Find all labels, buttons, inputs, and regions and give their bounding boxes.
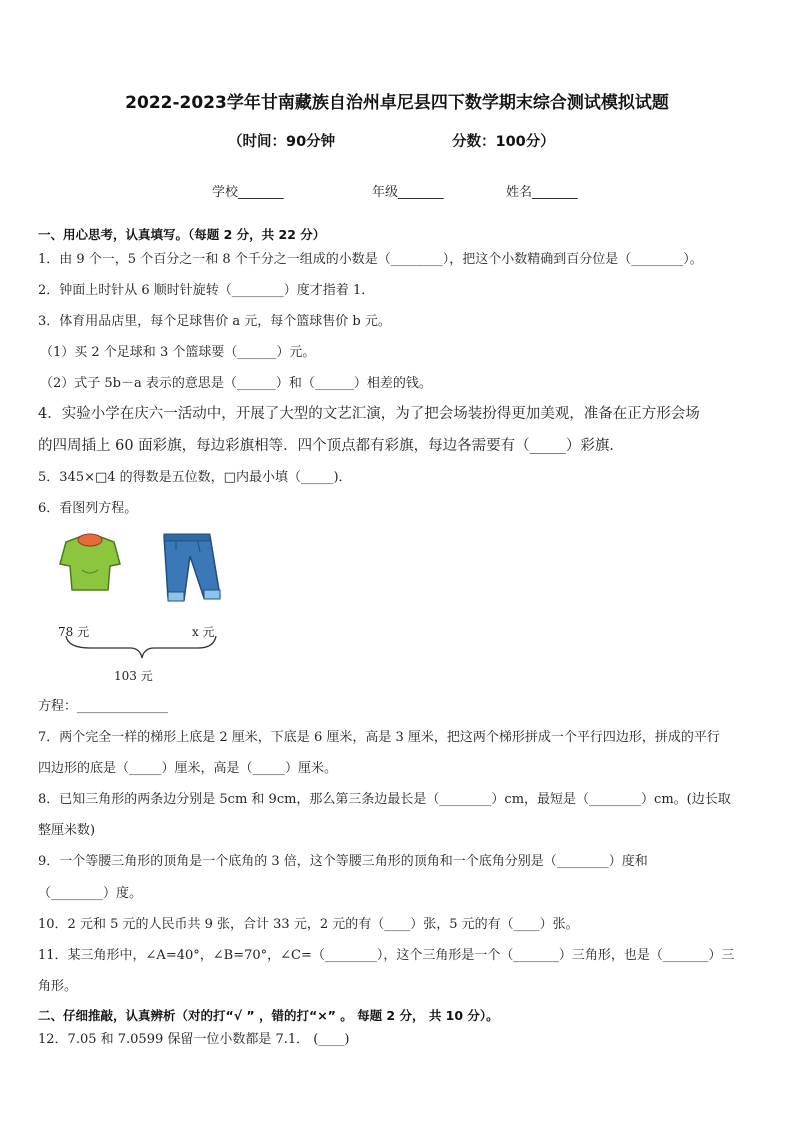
question-9-line-2: （________）度。 <box>38 886 143 901</box>
question-5: 5．345×□4 的得数是五位数，□内最小填（_____)． <box>38 470 352 485</box>
exam-time: （时间：90分钟 <box>228 134 336 150</box>
question-3-part-1: （1）买 2 个足球和 3 个篮球要（______）元。 <box>40 345 316 360</box>
question-7-line-1: 7．两个完全一样的梯形上底是 2 厘米，下底是 6 厘米，高是 3 厘米，把这两个梯形拼成一个平行四边形，拼成的平行 <box>38 730 720 745</box>
question-3-part-2: （2）式子 5b－a 表示的意思是（______）和（______）相差的钱。 <box>40 376 432 391</box>
grade-field: 年级_______ <box>372 185 444 200</box>
section-2-title: 二、仔细推敲，认真辨析（对的打“√ ” ，错的打“×” 。 每题 2 分， 共 10 分）。 <box>38 1008 499 1023</box>
question-1: 1．由 9 个一，5 个百分之一和 8 个千分之一组成的小数是（________），把这个小数精确到百分位是（________）。 <box>38 252 703 267</box>
question-7-line-2: 四边形的底是（_____）厘米，高是（_____）厘米。 <box>38 761 338 776</box>
question-3: 3．体育用品店里，每个足球售价 a 元，每个篮球售价 b 元。 <box>38 314 391 329</box>
question-4-line-2: 的四周插上 60 面彩旗，每边彩旗相等．四个顶点都有彩旗，每边各需要有（_____）彩旗． <box>38 438 624 454</box>
question-6-answer: 方程：______________ <box>38 699 169 714</box>
figure-svg <box>38 530 238 690</box>
shirt-pants-figure <box>38 530 238 690</box>
question-6: 6．看图列方程。 <box>38 501 138 516</box>
name-field: 姓名_______ <box>506 185 578 200</box>
jeans-icon <box>164 534 220 601</box>
question-11-line-2: 角形。 <box>38 979 78 994</box>
exam-score: 分数：100分） <box>452 134 555 150</box>
question-12: 12．7.05 和 7.0599 保留一位小数都是 7.1． (____) <box>38 1032 350 1047</box>
question-9-line-1: 9．一个等腰三角形的顶角是一个底角的 3 倍，这个等腰三角形的顶角和一个底角分别是（________）度和 <box>38 854 648 869</box>
question-8-line-2: 整厘米数) <box>38 823 96 838</box>
school-field: 学校_______ <box>212 185 284 200</box>
question-10: 10．2 元和 5 元的人民币共 9 张，合计 33 元，2 元的有（____）张，5 元的有（____）张。 <box>38 917 579 932</box>
total-price-label: 103 元 <box>114 669 153 683</box>
question-8-line-1: 8．已知三角形的两条边分别是 5cm 和 9cm，那么第三条边最长是（________）cm，最短是（________）cm。(边长取 <box>38 792 731 807</box>
section-1-title: 一、用心思考，认真填写。（每题 2 分，共 22 分） <box>38 227 326 242</box>
t-shirt-icon <box>60 534 120 590</box>
question-11-line-1: 11．某三角形中，∠A=40°，∠B=70°，∠C=（________），这个三角形是一个（_______）三角形，也是（_______）三 <box>38 948 735 963</box>
page-title: 2022-2023学年甘南藏族自治州卓尼县四下数学期末综合测试模拟试题 <box>125 93 669 113</box>
question-2: 2．钟面上时针从 6 顺时针旋转（________）度才指着 1． <box>38 283 375 298</box>
jeans-price-label: x 元 <box>192 625 215 639</box>
shirt-price-label: 78 元 <box>58 625 90 639</box>
question-4-line-1: 4．实验小学在庆六一活动中，开展了大型的文艺汇演，为了把会场装扮得更加美观，准备在正方形会场 <box>38 406 700 422</box>
